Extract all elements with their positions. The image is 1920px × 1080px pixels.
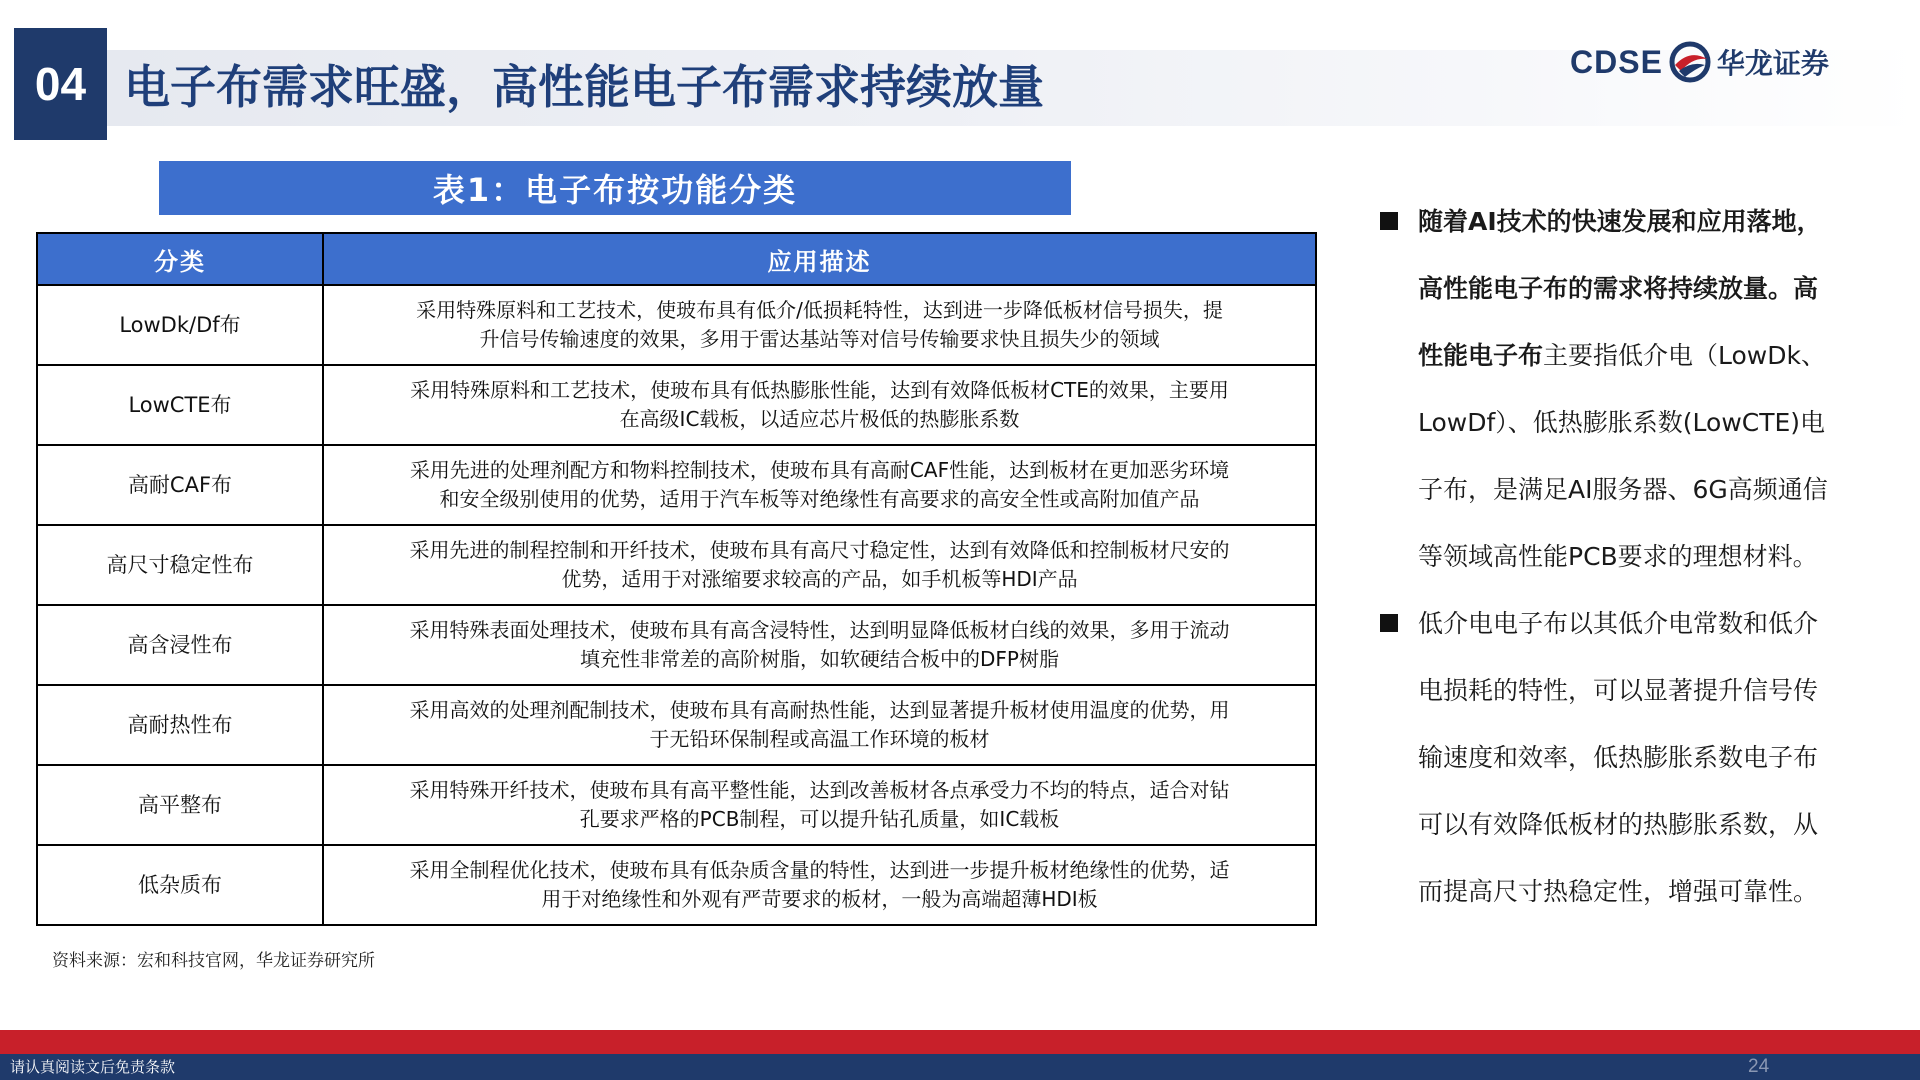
description-line: 孔要求严格的PCB制程，可以提升钻孔质量，如IC载板 [579, 807, 1060, 831]
table-row [37, 445, 1316, 525]
bullet-line: 可以有效降低板材的热膨胀系数，从 [1418, 810, 1819, 839]
description-cell [323, 285, 1316, 365]
bullet-line: 主要指低介电（LowDk、 [1543, 341, 1826, 370]
column-header-description: 应用描述 [323, 233, 1316, 285]
category-cell: LowDk/Df布 [37, 285, 323, 365]
description-line: 采用特殊表面处理技术，使玻布具有高含浸特性，达到明显降低板材白线的效果，多用于流动 [409, 618, 1230, 642]
hualong-logo-icon [1669, 41, 1711, 83]
source-note: 资料来源：宏和科技官网，华龙证券研究所 [52, 951, 375, 971]
bullet-line: 而提高尺寸热稳定性，增强可靠性。 [1418, 877, 1819, 906]
category-cell: LowCTE布 [37, 365, 323, 445]
logo-text-cn: 华龙证券 [1716, 47, 1829, 80]
description-line: 填充性非常差的高阶树脂，如软硬结合板中的DFP树脂 [580, 647, 1059, 671]
bullet-list [1380, 188, 1890, 925]
description-cell [323, 685, 1316, 765]
description-line: 和安全级别使用的优势，适用于汽车板等对绝缘性有高要求的高安全性或高附加值产品 [439, 487, 1200, 511]
description-line: 采用先进的处理剂配方和物料控制技术，使玻布具有高耐CAF性能，达到板材在更加恶劣环境 [409, 458, 1230, 482]
table-caption: 表1：电子布按功能分类 [159, 161, 1071, 215]
page-number: 24 [1748, 1056, 1770, 1077]
description-line: 采用特殊原料和工艺技术，使玻布具有低介/低损耗特性，达到进一步降低板材信号损失，提 [416, 298, 1223, 322]
bullet-emphasis: 性能电子布 [1418, 341, 1544, 370]
description-line: 于无铅环保制程或高温工作环境的板材 [649, 727, 990, 751]
category-cell: 高尺寸稳定性布 [37, 525, 323, 605]
category-cell: 高平整布 [37, 765, 323, 845]
section-number-badge [14, 28, 107, 140]
bullet-item [1380, 590, 1890, 925]
description-line: 采用特殊开纤技术，使玻布具有高平整性能，达到改善板材各点承受力不均的特点，适合对钻 [409, 778, 1230, 802]
page-title: 电子布需求旺盛，高性能电子布需求持续放量 [124, 60, 1044, 114]
table-row [37, 845, 1316, 925]
description-cell [323, 365, 1316, 445]
bullet-item [1380, 188, 1890, 590]
category-cell: 高含浸性布 [37, 605, 323, 685]
description-cell [323, 605, 1316, 685]
footer-blue-bar [0, 1054, 1920, 1080]
description-cell [323, 525, 1316, 605]
table-row [37, 525, 1316, 605]
description-line: 采用特殊原料和工艺技术，使玻布具有低热膨胀性能，达到有效降低板材CTE的效果，主要用 [410, 378, 1229, 402]
table-header-row [37, 233, 1316, 285]
brand-logo [1570, 36, 1829, 88]
disclaimer-text: 请认真阅读文后免责条款 [10, 1058, 176, 1076]
square-bullet-icon [1380, 614, 1398, 632]
description-cell [323, 765, 1316, 845]
square-bullet-icon [1380, 212, 1398, 230]
bullet-line: 高性能电子布的需求将持续放量。高 [1418, 274, 1819, 303]
description-line: 升信号传输速度的效果，多用于雷达基站等对信号传输要求快且损失少的领域 [479, 327, 1160, 351]
description-cell [323, 445, 1316, 525]
category-cell: 高耐热性布 [37, 685, 323, 765]
classification-table [36, 232, 1317, 926]
table-row [37, 685, 1316, 765]
description-cell [323, 845, 1316, 925]
table-row [37, 285, 1316, 365]
description-line: 用于对绝缘性和外观有严苛要求的板材，一般为高端超薄HDI板 [541, 887, 1098, 911]
description-line: 在高级IC载板，以适应芯片极低的热膨胀系数 [619, 407, 1020, 431]
description-line: 采用先进的制程控制和开纤技术，使玻布具有高尺寸稳定性，达到有效降低和控制板材尺安的 [409, 538, 1230, 562]
footer-red-stripe [0, 1030, 1920, 1054]
category-cell: 高耐CAF布 [37, 445, 323, 525]
bullet-line: 子布，是满足AI服务器、6G高频通信 [1418, 475, 1828, 504]
logo-text-en: CDSE [1570, 43, 1663, 80]
description-line: 采用高效的处理剂配制技术，使玻布具有高耐热性能，达到显著提升板材使用温度的优势，用 [409, 698, 1230, 722]
bullet-line: 输速度和效率，低热膨胀系数电子布 [1418, 743, 1819, 772]
table-row [37, 765, 1316, 845]
bullet-line: 低介电电子布以其低介电常数和低介 [1418, 609, 1819, 638]
bullet-line: 等领域高性能PCB要求的理想材料。 [1418, 542, 1818, 571]
bullet-line: 随着AI技术的快速发展和应用落地， [1418, 207, 1822, 236]
column-header-category: 分类 [37, 233, 323, 285]
bullet-line: 电损耗的特性，可以显著提升信号传 [1418, 676, 1819, 705]
section-number: 04 [34, 58, 87, 110]
category-cell: 低杂质布 [37, 845, 323, 925]
bullet-line: LowDf）、低热膨胀系数(LowCTE)电 [1418, 408, 1826, 437]
table-row [37, 605, 1316, 685]
table-row [37, 365, 1316, 445]
description-line: 采用全制程优化技术，使玻布具有低杂质含量的特性，达到进一步提升板材绝缘性的优势，适 [409, 858, 1230, 882]
description-line: 优势，适用于对涨缩要求较高的产品，如手机板等HDI产品 [561, 567, 1078, 591]
